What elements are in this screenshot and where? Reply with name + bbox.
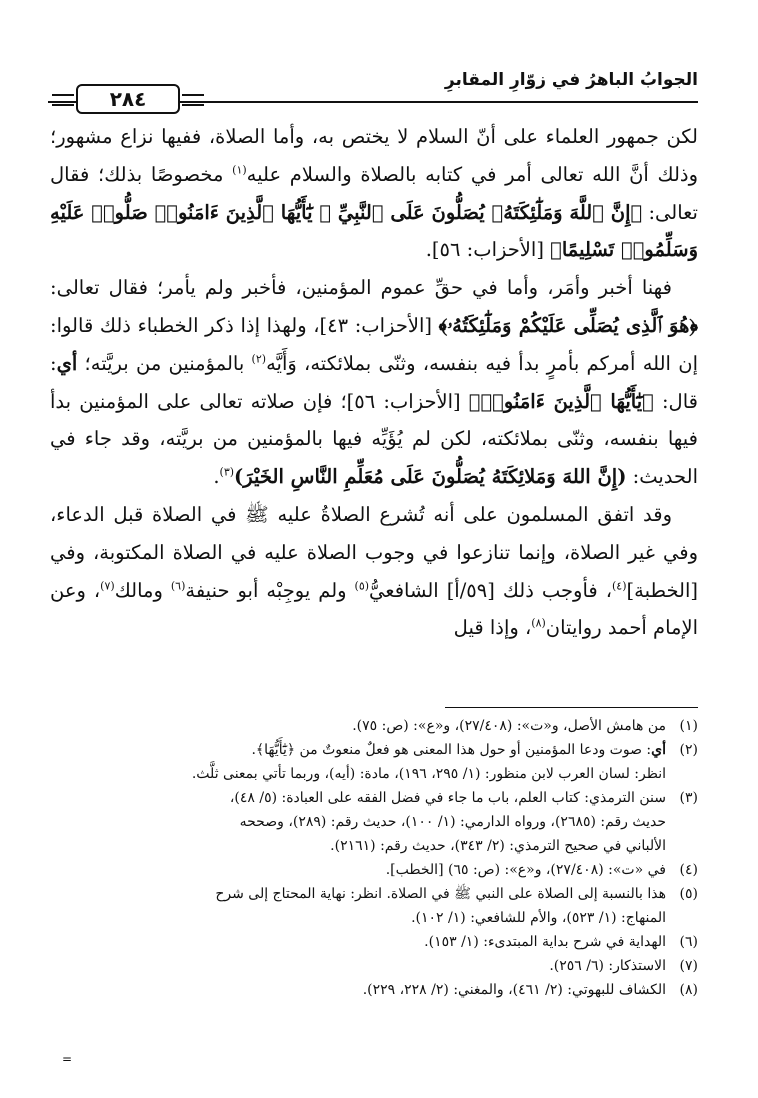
hadith-quote: (إِنَّ اللهَ وَمَلائِكَتَهُ يُصَلُّونَ عَلَى مُعَلِّمِ النَّاسِ الخَيْرَ)	[234, 465, 627, 489]
text: ، فأوجب ذلك [٥٩/أ] الشافعيُّ	[369, 578, 612, 602]
footnote-8	[50, 978, 698, 1002]
footnote-line: سنن الترمذي: كتاب العلم، باب ما جاء في فضل الفقه على العبادة: (٥/ ٤٨)،	[229, 790, 666, 806]
footnote-line: في «ت»: (٢٧/٤٠٨)، و«ع»: (ص: ٦٥) [الخطب].	[385, 862, 666, 878]
footnote-1	[50, 714, 698, 738]
footnote-ref-7: (٧)	[100, 579, 115, 593]
paragraph-2	[50, 269, 698, 496]
margin-mark: =	[62, 1052, 73, 1066]
footnote-divider	[445, 707, 698, 708]
footnote-ref-6: (٦)	[170, 579, 186, 593]
text: ولم يوجِبْه أبو حنيفة	[185, 578, 355, 602]
text: [الأحزاب: ٤٣]، ولهذا إذا ذكر الخطباء ذلك قالوا: إن الله أمركم بأمرٍ بدأ فيه بنفسه، وثنّى بملائكته، وَأَيَّه	[50, 313, 698, 375]
text: ، وعن الإمام أحمد روايتان	[50, 578, 698, 640]
footnote-line: حديث رقم: (٢٦٨٥)، ورواه الدارمي: (١/ ١٠٠)، حديث رقم: (٢٨٩)، وصححه	[239, 814, 666, 830]
footnote-2	[50, 738, 698, 786]
paragraph-3	[50, 496, 698, 647]
paragraph-1	[50, 118, 698, 269]
text: فهنا أخبر وأمَر، وأما في حقِّ عموم المؤمنين، فأخبر ولم يأمر؛ فقال تعالى:	[50, 276, 672, 300]
footnote-ref-1: (١)	[232, 163, 247, 177]
text: وقد اتفق المسلمون على أنه تُشرع الصلاةُ عليه ﷺ في الصلاة قبل الدعاء، وفي غير الصلاة، وإنما تنازعوا في وجوب الصلاة عليه في الصلاة المكتوبة، وفي [الخطبة]	[50, 502, 699, 602]
footnote-4	[50, 858, 698, 882]
verse-reference: [الأحزاب: ٥٦].	[425, 238, 551, 262]
footnote-ref-2: (٢)	[251, 352, 267, 366]
footnote-number: (٨)	[679, 982, 698, 998]
page-number: ٢٨٤	[76, 84, 180, 114]
footnotes	[50, 714, 698, 1002]
text: ، وإذا قيل	[453, 616, 532, 640]
footnote-line: الاستذكار: (٦/ ٢٥٦).	[549, 958, 666, 974]
footnote-number: (١)	[679, 718, 698, 734]
book-title: الجوابُ الباهرُ في زوّارِ المقابرِ	[437, 70, 698, 90]
footnote-number: (٣)	[679, 790, 698, 806]
footnote-line: الألباني في صحيح الترمذي: (٢/ ٣٤٣)، حديث رقم: (٢١٦١).	[330, 838, 666, 854]
quran-verse: ﴿يَٰٓأَيُّهَا ٱلَّذِينَ ءَامَنُوا۟﴾	[468, 389, 654, 413]
running-header	[48, 70, 698, 114]
footnote-line: انظر: لسان العرب لابن منظور: (١/ ٢٩٥، ١٩٦)، مادة: (أيه)، وربما تأتي بمعنى ثلَّث.	[191, 766, 666, 782]
footnote-6	[50, 930, 698, 954]
text: بالمؤمنين من بريَّته؛	[77, 351, 252, 375]
footnote-line: المنهاج: (١/ ٥٢٣)، والأم للشافعي: (١/ ١٠٢).	[411, 910, 666, 926]
text: [الأحزاب: ٥٦]؛ فإن صلاته تعالى على المؤمنين بدأ فيها بنفسه، وثنّى بملائكته، لكن لم يُؤَيِّه فيها بالمؤمنين من بريَّته، وقد جاء في الحديث:	[50, 389, 698, 489]
footnote-ref-8: (٨)	[531, 616, 546, 630]
footnote-line: من هامش الأصل، و«ت»: (٢٧/٤٠٨)، و«ع»: (ص: ٧٥).	[352, 718, 666, 734]
footnote-ref-3: (٣)	[219, 465, 235, 479]
footnote-number: (٧)	[679, 958, 698, 974]
text: مخصوصًا بذلك؛ فقال تعالى:	[50, 162, 698, 224]
text: .	[213, 465, 220, 489]
footnote-line	[50, 738, 666, 762]
quran-verse: ﴿إِنَّ ٱللَّهَ وَمَلَٰٓئِكَتَهُۥ يُصَلُّونَ عَلَى ٱلنَّبِيِّ ۚ يَٰٓأَيُّهَا ٱلَّذِينَ ءَامَنُوا۟ صَلُّوا۟ عَلَيْهِ وَسَلِّمُوا۟ تَسْلِيمًا﴾	[50, 200, 698, 262]
ay-keyword: أي	[651, 742, 666, 758]
footnote-ref-4: (٤)	[612, 579, 627, 593]
footnote-line: هذا بالنسبة إلى الصلاة على النبي ﷺ في الصلاة. انظر: نهاية المحتاج إلى شرح	[215, 886, 666, 902]
footnote-ref-5: (٥)	[354, 579, 370, 593]
footnote-number: (٦)	[679, 934, 698, 950]
footnote-number: (٥)	[679, 886, 698, 902]
footnote-7	[50, 954, 698, 978]
text: : صوت ودعا المؤمنين أو حول هذا المعنى هو فعلٌ منعوتٌ من ﴿يَٰٓأَيُّهَا﴾.	[251, 742, 652, 758]
footnote-line: الهداية في شرح بداية المبتدىء: (١/ ١٥٣).	[424, 934, 666, 950]
main-text	[50, 118, 698, 647]
quran-verse: ﴿هُوَ ٱلَّذِى يُصَلِّى عَلَيْكُمْ وَمَلَٰٓئِكَتُهُۥ﴾	[438, 313, 698, 337]
footnote-number: (٤)	[679, 862, 698, 878]
footnote-5	[50, 882, 698, 930]
footnote-line: الكشاف للبهوتي: (٢/ ٤٦١)، والمغني: (٢/ ٢٢٨، ٢٢٩).	[362, 982, 666, 998]
text: ومالك	[114, 578, 171, 602]
text: لكن جمهور العلماء على أنّ السلام لا يختص به، وأما الصلاة، ففيها نزاع مشهور؛ وذلك أنَّ الله تعالى أمر في كتابه بالصلاة والسلام عليه	[50, 125, 698, 186]
text: : قال:	[50, 351, 698, 413]
ay-keyword: أي	[56, 351, 78, 375]
footnote-number: (٢)	[679, 742, 698, 758]
footnote-3	[50, 786, 698, 858]
